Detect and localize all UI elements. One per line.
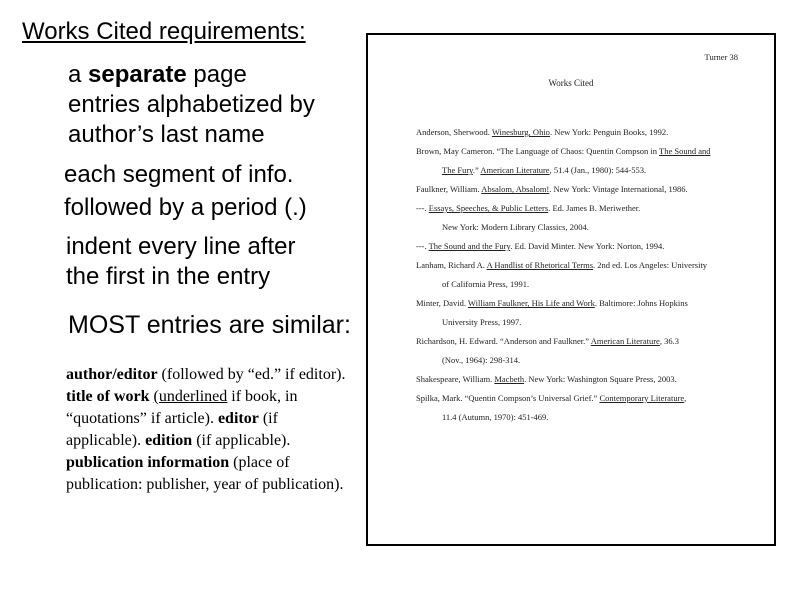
requirement-line: indent every line after — [66, 233, 296, 260]
detail-segment: author/editor — [66, 366, 158, 383]
entry-line: Lanham, Richard A. A Handlist of Rhetorical Terms. 2nd ed. Los Angeles: University — [416, 260, 708, 270]
entry-line: University Press, 1997. — [442, 317, 522, 327]
detail-segment: (place of publication: publisher, year of publication). — [66, 454, 344, 493]
works-cited-heading: Works Cited — [548, 78, 594, 88]
detail-segment: (followed by “ed.” if editor). — [157, 366, 346, 383]
entry-line: of California Press, 1991. — [442, 279, 530, 289]
entry-line: 11.4 (Autumn, 1970): 451-469. — [442, 412, 549, 422]
detail-segment: publication information — [66, 454, 230, 471]
entry-line: The Fury.” American Literature, 51.4 (Jan., 1980): 544-553. — [442, 165, 647, 175]
entry-format-description — [66, 364, 356, 496]
sample-works-cited-page — [366, 33, 776, 546]
entry-line: Anderson, Sherwood. Winesburg, Ohio. New York: Penguin Books, 1992. — [416, 127, 669, 137]
entry-line: Minter, David. William Faulkner, His Life and Work. Baltimore: Johns Hopkins — [416, 298, 688, 308]
entries-list — [416, 123, 746, 427]
entry-line: Spilka, Mark. “Quentin Compson’s Universal Grief.” Contemporary Literature, — [416, 393, 687, 403]
detail-segment: (underlined — [153, 388, 228, 405]
entry-line: ---. Essays, Speeches, & Public Letters. Ed. James B. Meriwether. — [416, 203, 641, 213]
entry-line: Shakespeare, William. Macbeth. New York: Washington Square Press, 2003. — [416, 374, 677, 384]
entry-line: (Nov., 1964): 298-314. — [442, 355, 521, 365]
entry-line: Faulkner, William. Absalom, Absalom!. New York: Vintage International, 1986. — [416, 184, 688, 194]
entry-line: Brown, May Cameron. “The Language of Chaos: Quentin Compson in The Sound and — [416, 146, 711, 156]
requirement-line: author’s last name — [68, 121, 265, 148]
entry-line: Richardson, H. Edward. “Anderson and Faulkner.” American Literature, 36.3 — [416, 336, 679, 346]
detail-segment: if book, in “quotations” if article). — [66, 388, 298, 427]
detail-segment: (if applicable). — [66, 410, 278, 449]
detail-segment: editor — [217, 410, 259, 427]
requirement-line: each segment of info. — [64, 161, 294, 188]
slide-title: Works Cited requirements: — [22, 18, 306, 45]
requirement-line: the first in the entry — [66, 263, 271, 290]
requirement-line: followed by a period (.) — [64, 194, 307, 221]
entry-line: New York: Modern Library Classics, 2004. — [442, 222, 589, 232]
page-header: Turner 38 — [704, 52, 738, 62]
detail-segment: edition — [145, 432, 193, 449]
entry-line: ---. The Sound and the Fury. Ed. David Minter. New York: Norton, 1994. — [416, 241, 665, 251]
requirement-line: entries alphabetized by — [68, 91, 315, 118]
detail-segment: (if applicable). — [192, 432, 291, 449]
requirement-line: a separate page — [68, 61, 247, 88]
detail-segment: title of work — [66, 388, 150, 405]
requirement-line: MOST entries are similar: — [68, 311, 351, 339]
